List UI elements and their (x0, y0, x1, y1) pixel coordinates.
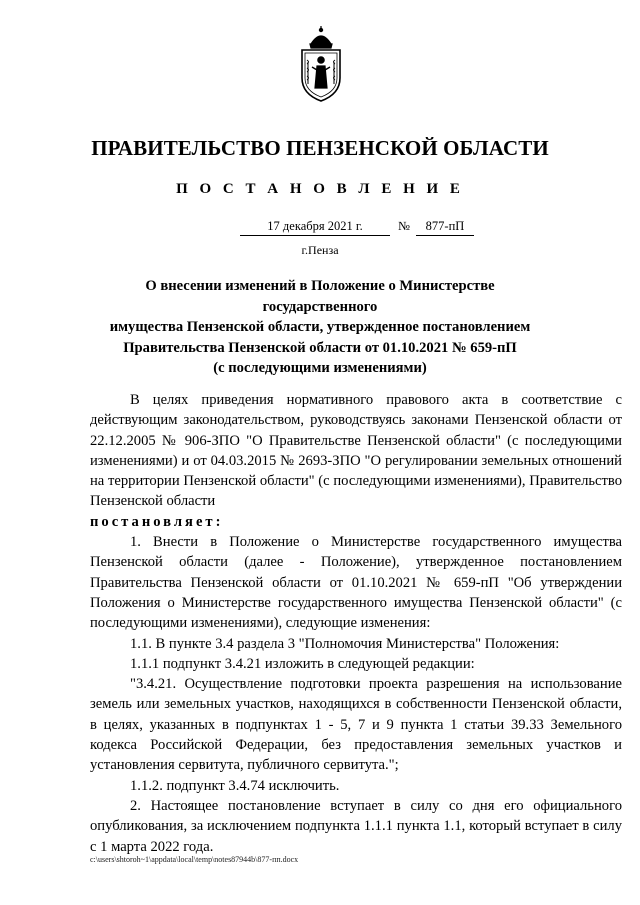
subject-line: О внесении изменений в Положение о Министерстве государственного (145, 278, 495, 315)
file-path-footer: c:\users\shtoroh~1\appdata\local\temp\notes87944b\877-пп.docx (90, 855, 299, 864)
subject-line: имущества Пензенской области, утвержденное постановлением (109, 319, 531, 335)
city: г.Пенза (301, 243, 339, 257)
coat-of-arms-icon (298, 26, 344, 102)
subject-line: (с последующими изменениями) (213, 360, 427, 376)
document-subject (100, 276, 540, 379)
paragraph-1: 1. Внести в Положение о Министерстве государственного имущества Пензенской области (далее - Положение), утвержденное постановлением Правительства Пензенской области от 01.10.2021 № 659-пП "Об утверждении Положения о Министерстве государственного имущества Пензенской области" (с последующими изменениями), следующие изменения: (90, 534, 622, 632)
decree-word-text: постановляет: (90, 513, 224, 530)
paragraph-3-4-21-text: "3.4.21. Осуществление подготовки проекта разрешения на использование земель или земельных участков, находящихся в собственности Пензенской области, в целях, указанных в подпунктах 1 - 5, 7 и 9 пункта 1 статьи 39.33 Земельного кодекса Российской Федерации, без предоставления земельных участков и установления сервитута, публичного сервитута."; (90, 676, 622, 774)
paragraph-2: 2. Настоящее постановление вступает в силу со дня его официального опубликования, за исключением подпункта 1.1.1 пункта 1.1, который вступает в силу с 1 марта 2022 года. (90, 797, 622, 855)
document-number: 877-пП (416, 219, 474, 236)
decree-word (90, 512, 622, 532)
preamble-paragraph: В целях приведения нормативного правового акта в соответствие с действующим законодательством, руководствуясь законами Пензенской области от 22.12.2005 № 906-ЗПО "О Правительстве Пензенской области" (с последующими изменениями) и от 04.03.2015 № 2693-ЗПО "О регулировании земельных отношений на территории Пензенской области" (с последующими изменениями), Правительство Пензенской области (90, 392, 622, 510)
paragraph-1-1-1: 1.1.1 подпункт 3.4.21 изложить в следующей редакции: (130, 655, 475, 672)
document-type: П О С Т А Н О В Л Е Н И Е (176, 181, 464, 197)
document-body (90, 390, 622, 857)
document-date: 17 декабря 2021 г. (240, 219, 390, 236)
subject-line: Правительства Пензенской области от 01.10.2021 № 659-пП (123, 339, 517, 356)
number-sign: № (398, 219, 410, 233)
paragraph-1-1: 1.1. В пункте 3.4 раздела 3 "Полномочия Министерства" Положения: (130, 635, 560, 652)
date-number-line (240, 219, 500, 237)
paragraph-1-1-2: 1.1.2. подпункт 3.4.74 исключить. (130, 777, 340, 794)
government-title: ПРАВИТЕЛЬСТВО ПЕНЗЕНСКОЙ ОБЛАСТИ (91, 136, 549, 160)
